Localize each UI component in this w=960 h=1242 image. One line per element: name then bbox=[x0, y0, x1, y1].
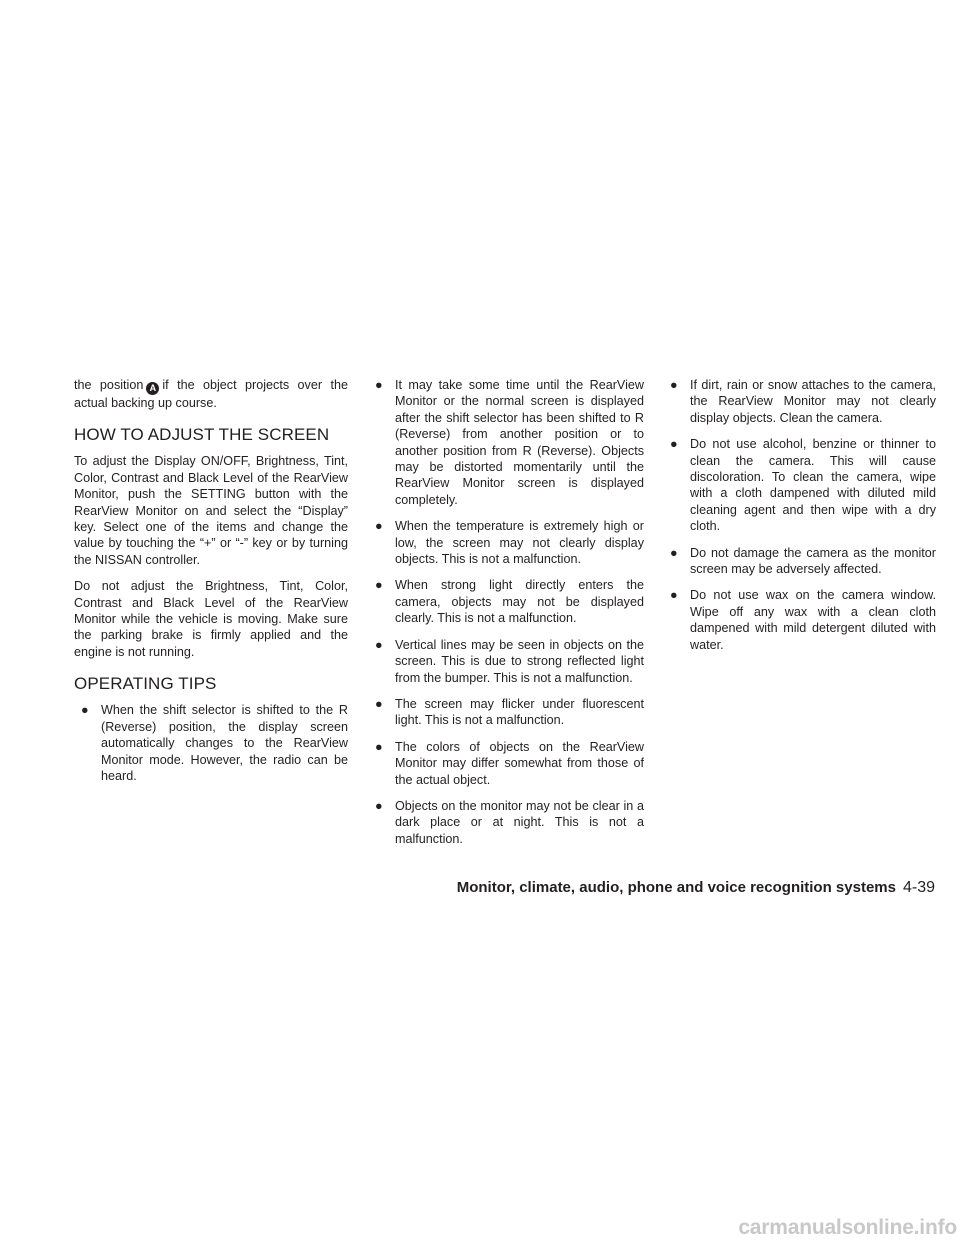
intro-paragraph bbox=[74, 377, 348, 411]
list-item-text: When the shift selector is shifted to the R (Reverse) position, the display screen automatically changes to the RearView Monitor mode. However, the radio can be heard. bbox=[101, 703, 348, 783]
intro-text-end: if the object projects over the actual backing up course. bbox=[74, 378, 348, 410]
bullet-icon: ● bbox=[375, 519, 383, 534]
list-item-text: Do not use wax on the camera window. Wipe off any wax with a clean cloth dampened with mild detergent diluted with water. bbox=[690, 588, 936, 652]
bullet-icon: ● bbox=[375, 637, 383, 652]
bullet-icon: ● bbox=[375, 696, 383, 711]
list-item bbox=[663, 545, 936, 578]
page-footer bbox=[457, 879, 935, 897]
adjust-paragraph-1: To adjust the Display ON/OFF, Brightness, Tint, Color, Contrast and Black Level of the RearView Monitor, push the SETTING button with the RearView Monitor on and select the “Display” key. Select one of the items and change the value by touching the “+” or “-” key or by turning the NISSAN controller. bbox=[74, 454, 348, 567]
bullet-icon: ● bbox=[670, 545, 678, 560]
bullet-icon: ● bbox=[375, 798, 383, 813]
list-item-text: Do not use alcohol, benzine or thinner to clean the camera. This will cause discoloration. To clean the camera, wipe with a cloth dampened with diluted mild cleaning agent and then wipe with a dry cloth. bbox=[690, 437, 936, 534]
column-2 bbox=[368, 377, 644, 857]
footer-section-title: Monitor, climate, audio, phone and voice recognition systems bbox=[456, 879, 896, 896]
heading-operating-tips: OPERATING TIPS bbox=[74, 674, 217, 694]
list-item-text: It may take some time until the RearView Monitor or the normal screen is displayed after the shift selector has been shifted to R (Reverse) from another position or to another position from R (Reverse). Objects may be distorted momentarily until the RearView Monitor screen is displayed completely. bbox=[395, 378, 644, 507]
column-3 bbox=[663, 377, 936, 663]
adjust-paragraph-2: Do not adjust the Brightness, Tint, Color, Contrast and Black Level of the RearView Monitor while the vehicle is moving. Make sure the parking brake is firmly applied and the engine is not running. bbox=[74, 579, 348, 659]
list-item bbox=[368, 377, 644, 508]
column-1 bbox=[74, 377, 348, 794]
tips-list-part-2 bbox=[368, 377, 644, 847]
list-item bbox=[368, 739, 644, 788]
list-item-text: The colors of objects on the RearView Monitor may differ somewhat from those of the actual object. bbox=[395, 739, 644, 787]
page-number: 4-39 bbox=[902, 879, 935, 896]
list-item-text: Objects on the monitor may not be clear in a dark place or at night. This is not a malfunction. bbox=[395, 798, 644, 846]
tips-list-part-1 bbox=[74, 702, 348, 784]
heading-adjust-screen: HOW TO ADJUST THE SCREEN bbox=[74, 425, 330, 445]
list-item-text: Do not damage the camera as the monitor screen may be adversely affected. bbox=[690, 545, 936, 577]
list-item bbox=[368, 518, 644, 567]
bullet-icon: ● bbox=[670, 588, 678, 603]
bullet-icon: ● bbox=[375, 578, 383, 593]
watermark-link[interactable]: carmanualsonline.info bbox=[738, 1216, 957, 1239]
list-item-text: Vertical lines may be seen in objects on the screen. This is due to strong reflected light from the bumper. This is not a malfunction. bbox=[395, 637, 644, 685]
list-item-text: When strong light directly enters the camera, objects may not be displayed clearly. This is not a malfunction. bbox=[395, 578, 644, 626]
bullet-icon: ● bbox=[375, 739, 383, 754]
intro-text-start: the position bbox=[74, 378, 144, 392]
list-item bbox=[368, 637, 644, 686]
list-item bbox=[368, 577, 644, 626]
list-item-text: When the temperature is extremely high or low, the screen may not clearly display objects. This is not a malfunction. bbox=[395, 519, 644, 567]
list-item bbox=[368, 696, 644, 729]
list-item bbox=[663, 377, 936, 426]
tips-list-part-3 bbox=[663, 377, 936, 653]
bullet-icon: ● bbox=[670, 378, 678, 392]
list-item bbox=[663, 436, 936, 534]
list-item bbox=[368, 798, 644, 847]
bullet-icon: ● bbox=[81, 703, 89, 718]
list-item bbox=[74, 702, 348, 784]
list-item-text: The screen may flicker under fluorescent light. This is not a malfunction. bbox=[395, 696, 644, 728]
list-item-text: If dirt, rain or snow attaches to the camera, the RearView Monitor may not clearly display objects. Clean the camera. bbox=[690, 378, 936, 425]
callout-marker-a-icon: A bbox=[146, 382, 159, 395]
bullet-icon: ● bbox=[375, 378, 383, 392]
bullet-icon: ● bbox=[670, 437, 678, 452]
list-item bbox=[663, 587, 936, 653]
